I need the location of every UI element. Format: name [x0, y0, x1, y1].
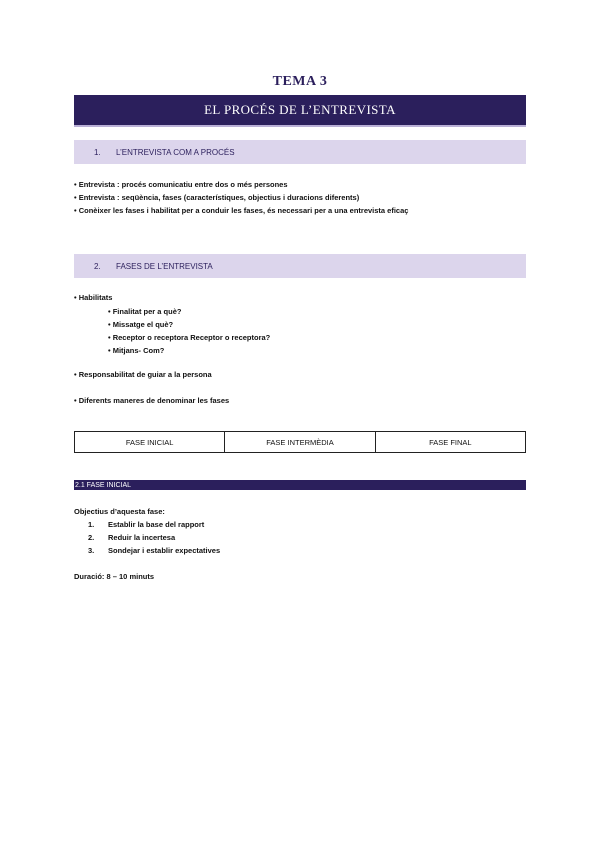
section-1-bullet: [74, 193, 359, 202]
section-1-bullet: [74, 180, 288, 189]
objectiu-number: 2.: [88, 533, 95, 542]
habilitat-item: • Receptor o receptora Receptor o receptora?: [108, 333, 271, 342]
document-title: EL PROCÉS DE L’ENTREVISTA: [74, 95, 526, 127]
section-1-bullet: [74, 206, 408, 215]
habilitat-item: • Missatge el què?: [108, 320, 174, 329]
diferents-bullet: • Diferents maneres de denominar les fases: [74, 396, 230, 405]
objectiu-number: 1.: [88, 520, 95, 529]
section-1-header: [74, 140, 526, 164]
duracio-text: Duració: 8 – 10 minuts: [74, 572, 155, 581]
bullet-text: • Conèixer les fases i habilitat per a conduir les fases, és necessari per a una entrevista eficaç: [74, 206, 409, 215]
section-2-number: 2.: [94, 261, 101, 271]
objectiu-number: 3.: [88, 546, 95, 555]
habilitats-label: • Habilitats: [74, 293, 113, 302]
section-2-1-header: 2.1 FASE INICIAL: [74, 480, 526, 490]
objectiu-text: Sondejar i establir expectatives: [108, 546, 221, 555]
phases-table: [74, 431, 526, 453]
section-2-title: FASES DE L’ENTREVISTA: [116, 261, 213, 271]
objectiu-text: Establir la base del rapport: [108, 520, 205, 529]
section-1-number: 1.: [94, 147, 101, 157]
phase-cell-final: FASE FINAL: [429, 437, 472, 447]
bullet-text: • Entrevista : procés comunicatiu entre dos o més persones: [74, 180, 288, 189]
phase-cell-intermedia: FASE INTERMÈDIA: [225, 432, 375, 452]
habilitat-item: • Finalitat per a què?: [108, 307, 182, 316]
habilitat-item: • Mitjans- Com?: [108, 346, 165, 355]
objectiu-item: [88, 533, 175, 542]
section-1-title: L’ENTREVISTA COM A PROCÉS: [116, 147, 235, 157]
tema-heading: TEMA 3: [272, 74, 328, 89]
phase-cell-inicial: FASE INICIAL: [75, 432, 225, 452]
objectiu-item: [88, 520, 204, 529]
bullet-text: • Entrevista : seqüència, fases (característiques, objectius i duracions diferents): [74, 193, 360, 202]
objectius-label: Objectius d’aquesta fase:: [74, 507, 165, 516]
responsabilitat-bullet: • Responsabilitat de guiar a la persona: [74, 370, 212, 379]
objectiu-text: Reduir la incertesa: [108, 533, 176, 542]
section-2-header: [74, 254, 526, 278]
objectiu-item: [88, 546, 220, 555]
